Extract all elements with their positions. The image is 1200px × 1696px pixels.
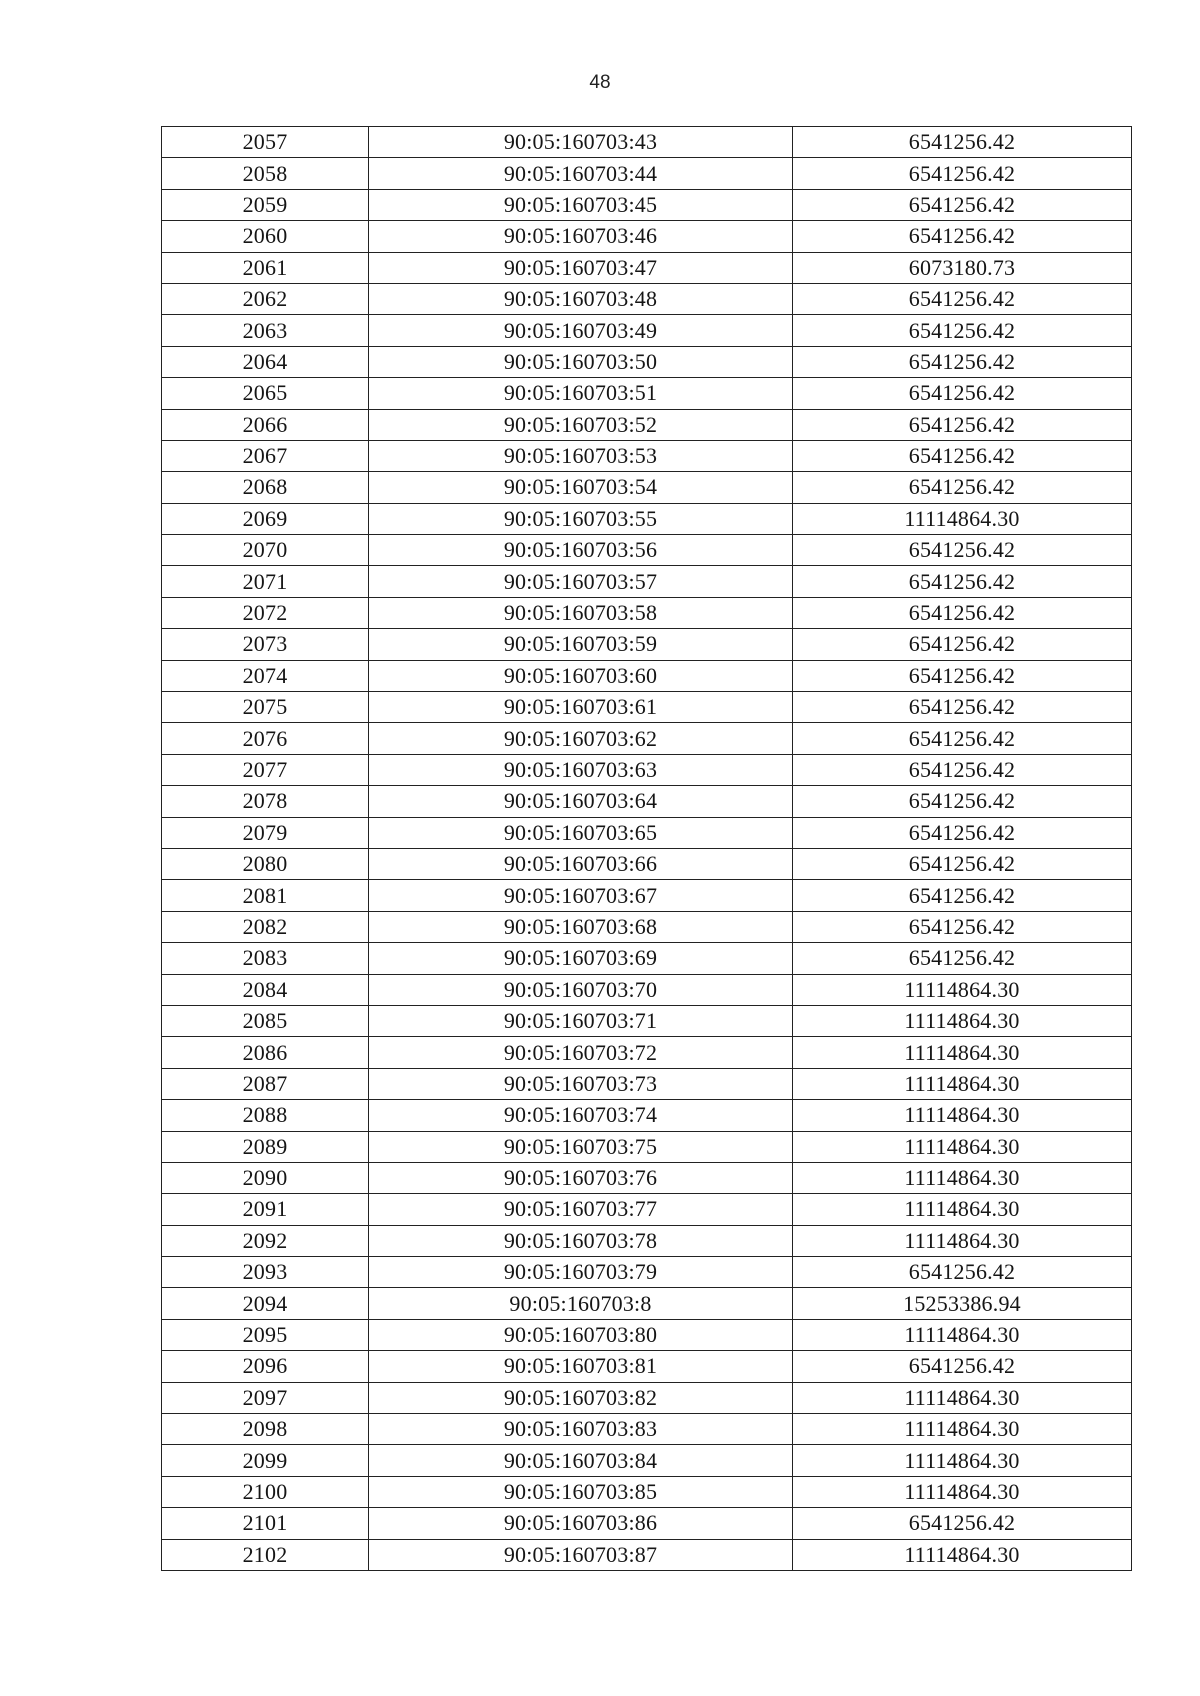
cadastral-number-cell: 90:05:160703:87 xyxy=(369,1539,793,1570)
cadastral-number-cell: 90:05:160703:65 xyxy=(369,817,793,848)
cadastral-value-cell: 11114864.30 xyxy=(793,1445,1132,1476)
table-row xyxy=(162,911,1132,942)
cadastral-number-cell: 90:05:160703:67 xyxy=(369,880,793,911)
table-row xyxy=(162,1005,1132,1036)
row-number-cell: 2059 xyxy=(162,189,369,220)
row-number-cell: 2063 xyxy=(162,315,369,346)
row-number-cell: 2076 xyxy=(162,723,369,754)
cadastral-number-cell: 90:05:160703:43 xyxy=(369,127,793,158)
cadastral-number-cell: 90:05:160703:47 xyxy=(369,252,793,283)
row-number-cell: 2100 xyxy=(162,1476,369,1507)
cadastral-value-cell: 11114864.30 xyxy=(793,503,1132,534)
row-number-cell: 2096 xyxy=(162,1351,369,1382)
table-row xyxy=(162,974,1132,1005)
row-number-cell: 2062 xyxy=(162,283,369,314)
cadastral-number-cell: 90:05:160703:48 xyxy=(369,283,793,314)
table-row xyxy=(162,1068,1132,1099)
row-number-cell: 2068 xyxy=(162,472,369,503)
row-number-cell: 2067 xyxy=(162,440,369,471)
table-row xyxy=(162,1445,1132,1476)
table-row xyxy=(162,1319,1132,1350)
row-number-cell: 2093 xyxy=(162,1257,369,1288)
cadastral-value-cell: 11114864.30 xyxy=(793,1194,1132,1225)
table-row xyxy=(162,503,1132,534)
cadastral-value-cell: 11114864.30 xyxy=(793,1539,1132,1570)
cadastral-value-cell: 6541256.42 xyxy=(793,597,1132,628)
table-row xyxy=(162,221,1132,252)
cadastral-value-cell: 6541256.42 xyxy=(793,158,1132,189)
cadastral-number-cell: 90:05:160703:59 xyxy=(369,629,793,660)
table-row xyxy=(162,1476,1132,1507)
cadastral-value-cell: 11114864.30 xyxy=(793,974,1132,1005)
table-row xyxy=(162,1351,1132,1382)
row-number-cell: 2098 xyxy=(162,1414,369,1445)
cadastral-number-cell: 90:05:160703:61 xyxy=(369,692,793,723)
table-row xyxy=(162,158,1132,189)
cadastral-value-cell: 11114864.30 xyxy=(793,1037,1132,1068)
cadastral-value-cell: 6541256.42 xyxy=(793,346,1132,377)
cadastral-value-cell: 15253386.94 xyxy=(793,1288,1132,1319)
cadastral-value-cell: 6541256.42 xyxy=(793,754,1132,785)
table-row xyxy=(162,1539,1132,1570)
cadastral-value-cell: 6073180.73 xyxy=(793,252,1132,283)
table-row xyxy=(162,880,1132,911)
table-row xyxy=(162,1131,1132,1162)
page-number: 48 xyxy=(589,72,611,93)
row-number-cell: 2057 xyxy=(162,127,369,158)
cadastral-value-cell: 11114864.30 xyxy=(793,1414,1132,1445)
cadastral-number-cell: 90:05:160703:66 xyxy=(369,848,793,879)
row-number-cell: 2085 xyxy=(162,1005,369,1036)
cadastral-value-cell: 11114864.30 xyxy=(793,1319,1132,1350)
row-number-cell: 2097 xyxy=(162,1382,369,1413)
cadastral-number-cell: 90:05:160703:8 xyxy=(369,1288,793,1319)
cadastral-value-cell: 6541256.42 xyxy=(793,911,1132,942)
row-number-cell: 2064 xyxy=(162,346,369,377)
cadastral-number-cell: 90:05:160703:71 xyxy=(369,1005,793,1036)
cadastral-number-cell: 90:05:160703:52 xyxy=(369,409,793,440)
row-number-cell: 2065 xyxy=(162,378,369,409)
cadastral-value-cell: 11114864.30 xyxy=(793,1382,1132,1413)
cadastral-value-cell: 6541256.42 xyxy=(793,127,1132,158)
cadastral-number-cell: 90:05:160703:72 xyxy=(369,1037,793,1068)
cadastral-number-cell: 90:05:160703:82 xyxy=(369,1382,793,1413)
table-row xyxy=(162,1508,1132,1539)
cadastral-value-cell: 6541256.42 xyxy=(793,723,1132,754)
table-row xyxy=(162,127,1132,158)
cadastral-number-cell: 90:05:160703:44 xyxy=(369,158,793,189)
row-number-cell: 2084 xyxy=(162,974,369,1005)
cadastral-number-cell: 90:05:160703:54 xyxy=(369,472,793,503)
row-number-cell: 2095 xyxy=(162,1319,369,1350)
table-row xyxy=(162,629,1132,660)
row-number-cell: 2070 xyxy=(162,535,369,566)
row-number-cell: 2075 xyxy=(162,692,369,723)
cadastral-number-cell: 90:05:160703:86 xyxy=(369,1508,793,1539)
cadastral-number-cell: 90:05:160703:85 xyxy=(369,1476,793,1507)
table-row xyxy=(162,1225,1132,1256)
cadastral-number-cell: 90:05:160703:49 xyxy=(369,315,793,346)
cadastral-value-cell: 6541256.42 xyxy=(793,472,1132,503)
table-row xyxy=(162,409,1132,440)
row-number-cell: 2092 xyxy=(162,1225,369,1256)
row-number-cell: 2079 xyxy=(162,817,369,848)
cadastral-value-cell: 11114864.30 xyxy=(793,1068,1132,1099)
cadastral-value-cell: 6541256.42 xyxy=(793,817,1132,848)
table-row xyxy=(162,1382,1132,1413)
table-row xyxy=(162,378,1132,409)
cadastral-value-cell: 11114864.30 xyxy=(793,1131,1132,1162)
table-row xyxy=(162,723,1132,754)
cadastral-value-cell: 6541256.42 xyxy=(793,221,1132,252)
cadastral-number-cell: 90:05:160703:78 xyxy=(369,1225,793,1256)
row-number-cell: 2082 xyxy=(162,911,369,942)
row-number-cell: 2081 xyxy=(162,880,369,911)
cadastral-value-cell: 6541256.42 xyxy=(793,1508,1132,1539)
table-row xyxy=(162,346,1132,377)
cadastral-value-cell: 6541256.42 xyxy=(793,943,1132,974)
row-number-cell: 2080 xyxy=(162,848,369,879)
table-row xyxy=(162,315,1132,346)
cadastral-number-cell: 90:05:160703:74 xyxy=(369,1100,793,1131)
cadastral-value-cell: 6541256.42 xyxy=(793,692,1132,723)
cadastral-value-cell: 6541256.42 xyxy=(793,660,1132,691)
row-number-cell: 2066 xyxy=(162,409,369,440)
cadastral-value-table xyxy=(161,126,1132,1571)
cadastral-value-cell: 6541256.42 xyxy=(793,315,1132,346)
row-number-cell: 2058 xyxy=(162,158,369,189)
row-number-cell: 2074 xyxy=(162,660,369,691)
row-number-cell: 2087 xyxy=(162,1068,369,1099)
cadastral-value-cell: 11114864.30 xyxy=(793,1162,1132,1193)
row-number-cell: 2060 xyxy=(162,221,369,252)
cadastral-value-cell: 11114864.30 xyxy=(793,1005,1132,1036)
cadastral-number-cell: 90:05:160703:70 xyxy=(369,974,793,1005)
table-row xyxy=(162,660,1132,691)
row-number-cell: 2083 xyxy=(162,943,369,974)
cadastral-value-cell: 6541256.42 xyxy=(793,566,1132,597)
cadastral-value-cell: 6541256.42 xyxy=(793,535,1132,566)
cadastral-number-cell: 90:05:160703:62 xyxy=(369,723,793,754)
table-row xyxy=(162,943,1132,974)
cadastral-number-cell: 90:05:160703:64 xyxy=(369,786,793,817)
table-body xyxy=(162,127,1132,1571)
table-row xyxy=(162,1414,1132,1445)
cadastral-value-cell: 6541256.42 xyxy=(793,629,1132,660)
cadastral-value-cell: 11114864.30 xyxy=(793,1100,1132,1131)
cadastral-value-cell: 6541256.42 xyxy=(793,189,1132,220)
row-number-cell: 2086 xyxy=(162,1037,369,1068)
cadastral-number-cell: 90:05:160703:79 xyxy=(369,1257,793,1288)
row-number-cell: 2071 xyxy=(162,566,369,597)
cadastral-number-cell: 90:05:160703:45 xyxy=(369,189,793,220)
row-number-cell: 2089 xyxy=(162,1131,369,1162)
table-row xyxy=(162,283,1132,314)
row-number-cell: 2094 xyxy=(162,1288,369,1319)
table-row xyxy=(162,786,1132,817)
cadastral-number-cell: 90:05:160703:68 xyxy=(369,911,793,942)
table-row xyxy=(162,692,1132,723)
row-number-cell: 2061 xyxy=(162,252,369,283)
cadastral-number-cell: 90:05:160703:83 xyxy=(369,1414,793,1445)
cadastral-number-cell: 90:05:160703:81 xyxy=(369,1351,793,1382)
cadastral-number-cell: 90:05:160703:56 xyxy=(369,535,793,566)
table-row xyxy=(162,252,1132,283)
cadastral-value-cell: 6541256.42 xyxy=(793,283,1132,314)
row-number-cell: 2091 xyxy=(162,1194,369,1225)
table-row xyxy=(162,1288,1132,1319)
table-row xyxy=(162,817,1132,848)
cadastral-number-cell: 90:05:160703:76 xyxy=(369,1162,793,1193)
table-row xyxy=(162,848,1132,879)
table-row xyxy=(162,597,1132,628)
table-row xyxy=(162,1037,1132,1068)
table-row xyxy=(162,472,1132,503)
cadastral-number-cell: 90:05:160703:58 xyxy=(369,597,793,628)
cadastral-value-cell: 6541256.42 xyxy=(793,409,1132,440)
cadastral-number-cell: 90:05:160703:46 xyxy=(369,221,793,252)
cadastral-number-cell: 90:05:160703:77 xyxy=(369,1194,793,1225)
table-row xyxy=(162,566,1132,597)
cadastral-number-cell: 90:05:160703:57 xyxy=(369,566,793,597)
cadastral-value-cell: 6541256.42 xyxy=(793,1351,1132,1382)
row-number-cell: 2078 xyxy=(162,786,369,817)
cadastral-number-cell: 90:05:160703:75 xyxy=(369,1131,793,1162)
cadastral-number-cell: 90:05:160703:69 xyxy=(369,943,793,974)
cadastral-number-cell: 90:05:160703:63 xyxy=(369,754,793,785)
cadastral-number-cell: 90:05:160703:50 xyxy=(369,346,793,377)
cadastral-value-cell: 6541256.42 xyxy=(793,440,1132,471)
cadastral-number-cell: 90:05:160703:60 xyxy=(369,660,793,691)
cadastral-value-cell: 6541256.42 xyxy=(793,848,1132,879)
cadastral-value-cell: 11114864.30 xyxy=(793,1225,1132,1256)
row-number-cell: 2073 xyxy=(162,629,369,660)
row-number-cell: 2099 xyxy=(162,1445,369,1476)
row-number-cell: 2102 xyxy=(162,1539,369,1570)
cadastral-number-cell: 90:05:160703:51 xyxy=(369,378,793,409)
row-number-cell: 2088 xyxy=(162,1100,369,1131)
table-row xyxy=(162,440,1132,471)
cadastral-number-cell: 90:05:160703:73 xyxy=(369,1068,793,1099)
table-row xyxy=(162,535,1132,566)
cadastral-number-cell: 90:05:160703:53 xyxy=(369,440,793,471)
row-number-cell: 2101 xyxy=(162,1508,369,1539)
row-number-cell: 2069 xyxy=(162,503,369,534)
row-number-cell: 2077 xyxy=(162,754,369,785)
table-row xyxy=(162,754,1132,785)
row-number-cell: 2090 xyxy=(162,1162,369,1193)
table-row xyxy=(162,1100,1132,1131)
cadastral-number-cell: 90:05:160703:55 xyxy=(369,503,793,534)
cadastral-value-cell: 6541256.42 xyxy=(793,880,1132,911)
row-number-cell: 2072 xyxy=(162,597,369,628)
table-row xyxy=(162,1194,1132,1225)
cadastral-number-cell: 90:05:160703:80 xyxy=(369,1319,793,1350)
table-row xyxy=(162,1162,1132,1193)
cadastral-number-cell: 90:05:160703:84 xyxy=(369,1445,793,1476)
cadastral-value-cell: 6541256.42 xyxy=(793,786,1132,817)
cadastral-value-cell: 6541256.42 xyxy=(793,378,1132,409)
table-row xyxy=(162,1257,1132,1288)
cadastral-value-cell: 11114864.30 xyxy=(793,1476,1132,1507)
table-row xyxy=(162,189,1132,220)
cadastral-value-cell: 6541256.42 xyxy=(793,1257,1132,1288)
